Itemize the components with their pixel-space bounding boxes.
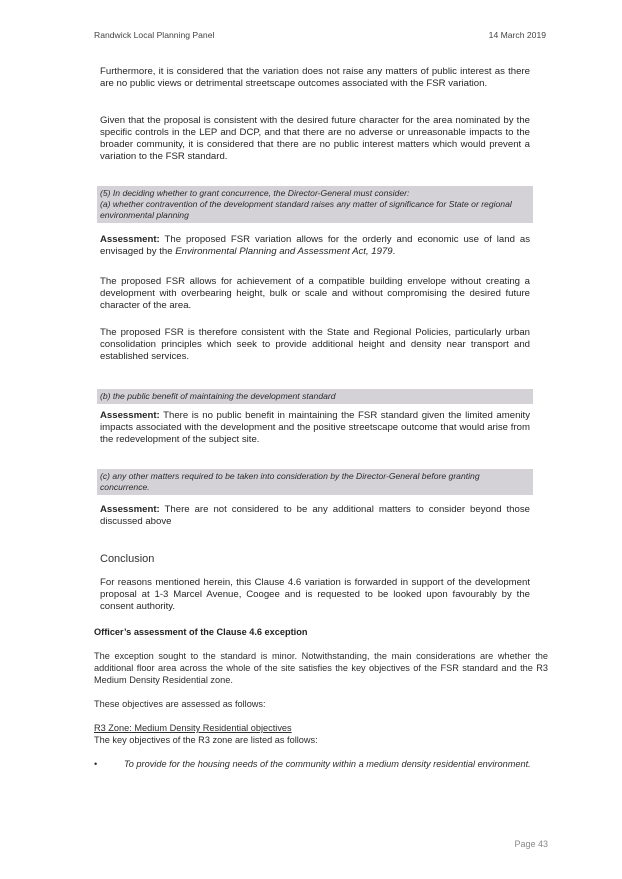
assessment-2: Assessment: There is no public benefit in maintaining the FSR standard given the limited amenity impacts associated with the development and the positive streetscape outcome that would arise from the redevelopment of the subject site. xyxy=(100,410,530,445)
paragraph-desired-character: Given that the proposal is consistent with the desired future character for the area nominated by the specific controls in the LEP and DCP, and that there are no adverse or unreasonable impacts to the broader community, it is considered that there are no public interest matters which would prevent a variation to the FSR standard. xyxy=(100,115,530,162)
officer-paragraph-2: These objectives are assessed as follows: xyxy=(94,699,266,709)
r3-zone-section xyxy=(94,722,548,746)
paragraph-public-interest: Furthermore, it is considered that the variation does not raise any matters of public interest as there are no public views or detrimental streetscape outcomes associated with the FSR variation. xyxy=(100,66,530,89)
officer-paragraph-1: The exception sought to the standard is minor. Notwithstanding, the main considerations are whether the additional floor area across the whole of the site satisfies the key objectives of the FSR standard and the R3 Medium Density Residential zone. xyxy=(94,651,548,685)
r3-zone-intro: The key objectives of the R3 zone are listed as follows: xyxy=(94,735,318,745)
conclusion-heading: Conclusion xyxy=(100,553,155,565)
page-number: Page 43 xyxy=(514,839,548,849)
objective-text: To provide for the housing needs of the community within a medium density residential environment. xyxy=(124,759,531,769)
clause-box-c: (c) any other matters required to be taken into consideration by the Director-General before granting concurrence. xyxy=(97,469,533,495)
header-date: 14 March 2019 xyxy=(488,30,546,40)
conclusion-text: For reasons mentioned herein, this Clause 4.6 variation is forwarded in support of the development proposal at 1-3 Marcel Avenue, Coogee and is requested to be looked upon favourably by the consent authority. xyxy=(100,577,530,612)
assessment-1: Assessment: The proposed FSR variation allows for the orderly and economic use of land as envisaged by the Environmental Planning and Assessment Act, 1979. xyxy=(100,234,530,257)
officer-assessment-heading: Officer’s assessment of the Clause 4.6 exception xyxy=(94,627,308,637)
clause-box-5a: (5) In deciding whether to grant concurrence, the Director-General must consider: (a) whether contravention of the development standard raises any matter of significance for State or regional environmental planning xyxy=(97,186,533,223)
assessment-3: Assessment: There are not considered to be any additional matters to consider beyond those discussed above xyxy=(100,504,530,527)
clause-box-b: (b) the public benefit of maintaining the development standard xyxy=(97,389,533,404)
paragraph-building-envelope: The proposed FSR allows for achievement of a compatible building envelope without creating a development with overbearing height, bulk or scale and without compromising the desired future character of the area. xyxy=(100,276,530,311)
r3-zone-subheading: R3 Zone: Medium Density Residential objectives xyxy=(94,723,292,733)
bullet-icon: • xyxy=(94,759,98,769)
header-panel-name: Randwick Local Planning Panel xyxy=(94,30,215,40)
paragraph-state-policies: The proposed FSR is therefore consistent with the State and Regional Policies, particularly urban consolidation principles which seek to provide additional height and density near transport and established services. xyxy=(100,327,530,362)
